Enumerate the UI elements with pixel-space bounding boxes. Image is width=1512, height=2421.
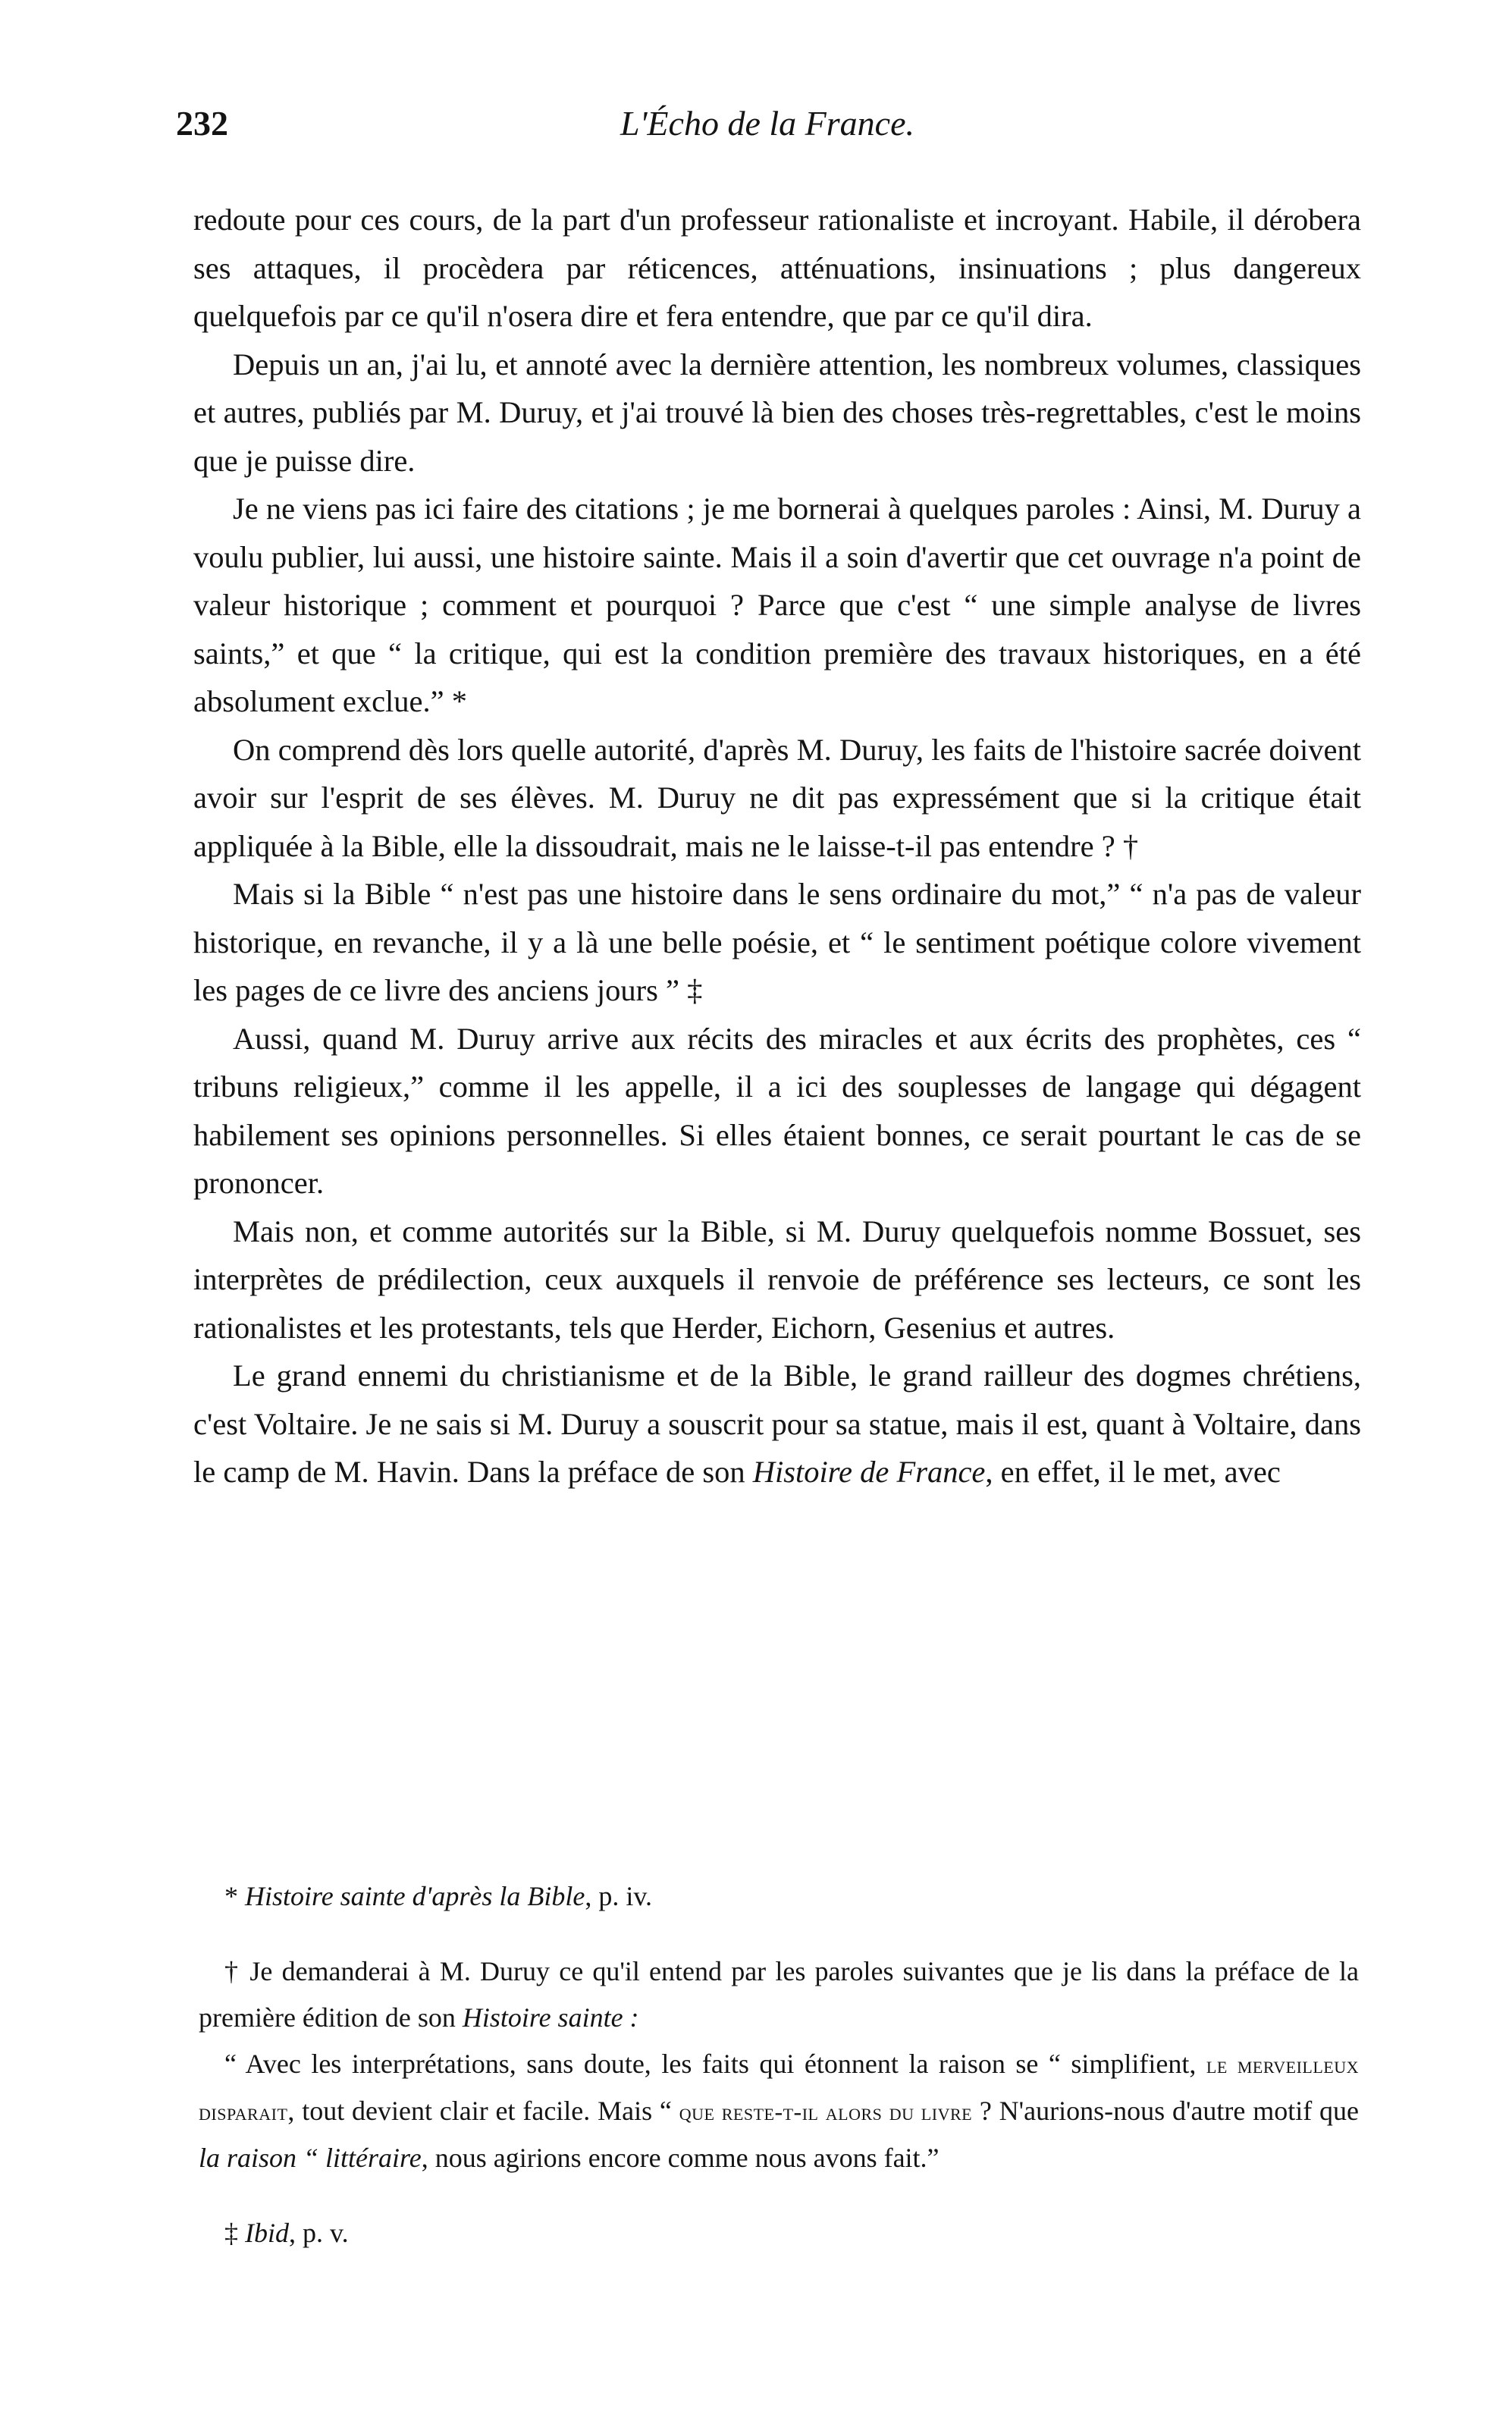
paragraph [193, 1352, 1361, 1496]
footnote-text: ? N'aurions-nous d'autre motif que [972, 2096, 1359, 2126]
footnote [199, 1948, 1359, 2041]
running-title: L'Écho de la France. [620, 104, 914, 143]
footnote-text: “ Avec les interprétations, sans doute, les faits qui étonnent la raison se “ simplifient, [224, 2049, 1206, 2079]
footnote-mark: * [224, 1881, 245, 1911]
page-header [176, 103, 1359, 156]
footnote-title: Histoire sainte : [462, 2002, 639, 2033]
footnote [199, 1873, 1359, 1920]
book-title: Histoire de France [752, 1455, 986, 1489]
footnote-title: Histoire sainte d'après la Bible [245, 1881, 585, 1911]
paragraph: redoute pour ces cours, de la part d'un professeur rationaliste et incroyant. Habile, il dérobera ses attaques, il procèdera par réticences, atténuations, insinuations ; plus dangereux quelquefois par ce qu'il n'osera dire et fera entendre, que par ce qu'il dira. [193, 203, 1361, 333]
footnote [199, 2210, 1359, 2256]
footnote-text: , nous agirions encore comme nous avons fait.” [421, 2143, 940, 2173]
footnotes [199, 1873, 1359, 2256]
footnote-text: , tout devient clair et facile. Mais “ [287, 2096, 679, 2126]
footnote-quote [199, 2041, 1359, 2181]
footnote-smallcaps: que reste-t-il alors du livre [679, 2098, 973, 2125]
paragraph-text: , en effet, il le met, avec [985, 1455, 1281, 1489]
footnote-ref: , p. iv. [585, 1881, 653, 1911]
footnote-ref: , p. v. [289, 2218, 349, 2248]
footnote-gap [199, 1920, 1359, 1948]
footnote-mark: ‡ [224, 2218, 245, 2248]
paragraph-text: Le grand ennemi du christianisme et de la Bible, le grand railleur des dogmes chrétiens, c'est Voltaire. Je ne sais si M. Duruy a souscrit pour sa statue, mais il est, quant à Voltaire, dans le camp de M. Havin. Dans la préface de son [193, 1358, 1361, 1489]
main-text [193, 196, 1361, 1496]
footnote-smallcaps: le merveilleux disparait [199, 2051, 1359, 2125]
paragraph: On comprend dès lors quelle autorité, d'après M. Duruy, les faits de l'histoire sacrée doivent avoir sur l'esprit de ses élèves. M. Duruy ne dit pas expressément que si la critique était appliquée à la Bible, elle la dissoudrait, mais ne le laisse-t-il pas entendre ? † [193, 732, 1361, 863]
footnote-italic: la raison “ littéraire [199, 2143, 422, 2173]
paragraph: Je ne viens pas ici faire des citations ; je me bornerai à quelques paroles : Ainsi, M. Duruy a voulu publier, lui aussi, une histoire sainte. Mais il a soin d'avertir que cet ouvrage n'a point de valeur historique ; comment et pourquoi ? Parce que c'est “ une simple analyse de livres saints,” et que “ la critique, qui est la condition première des travaux historiques, en a été absolument exclue.” * [193, 491, 1361, 718]
paragraph: Mais si la Bible “ n'est pas une histoire dans le sens ordinaire du mot,” “ n'a pas de valeur historique, en revanche, il y a là une belle poésie, et “ le sentiment poétique colore vivement les pages de ce livre des anciens jours ” ‡ [193, 877, 1361, 1007]
paragraph: Depuis un an, j'ai lu, et annoté avec la dernière attention, les nombreux volumes, classiques et autres, publiés par M. Duruy, et j'ai trouvé là bien des choses très-regrettables, c'est le moins que je puisse dire. [193, 347, 1361, 478]
page-number: 232 [176, 104, 228, 143]
footnote-title: Ibid [245, 2218, 289, 2248]
footnote-gap [199, 2181, 1359, 2210]
paragraph: Mais non, et comme autorités sur la Bible, si M. Duruy quelquefois nomme Bossuet, ses interprètes de prédilection, ceux auxquels il renvoie de préférence ses lecteurs, ce sont les rationalistes et les protestants, tels que Herder, Eichorn, Gesenius et autres. [193, 1214, 1361, 1345]
footnote-text: † Je demanderai à M. Duruy ce qu'il entend par les paroles suivantes que je lis dans la préface de la première édition de son [199, 1956, 1359, 2033]
paragraph: Aussi, quand M. Duruy arrive aux récits des miracles et aux écrits des prophètes, ces “ tribuns religieux,” comme il les appelle, il a ici des souplesses de langage qui dégagent habilement ses opinions personnelles. Si elles étaient bonnes, ce serait pourtant le cas de se prononcer. [193, 1021, 1361, 1200]
